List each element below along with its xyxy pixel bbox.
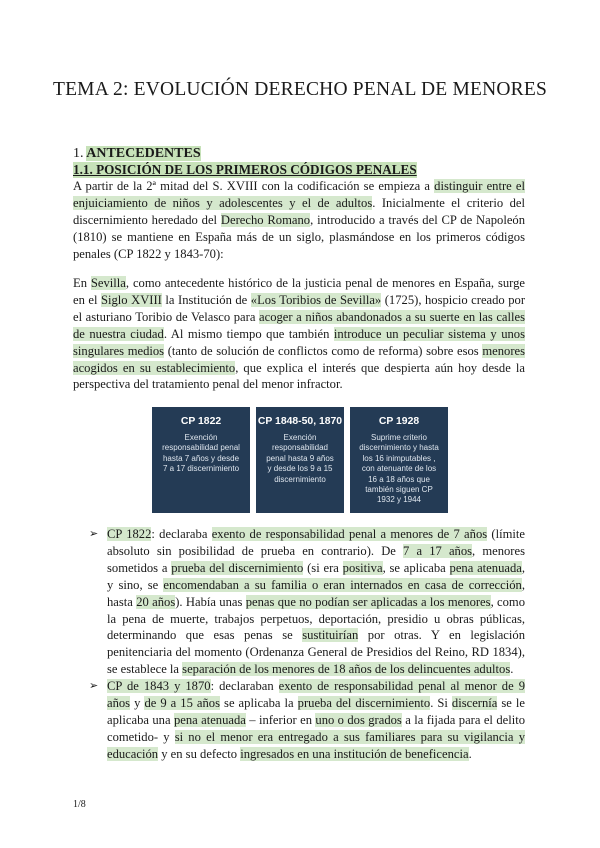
paragraph-toribios: En Sevilla, como antecedente histórico de la justicia penal de menores en España, surge en el Siglo XVIII la Institución de «Los Toribios de Sevilla» (1725), hospicio creado por el asturiano Toribio de Velasco para acoger a niños abandonados a su suerte en las calles de nuestra ciudad. Al mismo tiempo que también introduce un peculiar sistema y unos singulares medios (tanto de solución de conflictos como de reforma) sobre esos menores acogidos en su establecimiento, que explica el interés que despierta aún hoy desde la perspectiva del tratamiento penal del menor infractor. [73,276,526,392]
box-cp-1848-1870: CP 1848-50, 1870 Exención responsabilidad penal hasta 9 años y desde los 9 a 15 discernimiento [256,407,344,513]
list-item: ➢ CP de 1843 y 1870: declaraban exento de responsabilidad penal al menor de 9 años y de 9 a 15 años se aplicaba la prueba del discernimiento. Si discernía se le aplicaba una pena atenuada – inferior en uno o dos grados a la fijada para el delito cometido- y si no el menor era entregado a sus familiares para su vigilancia y educación y en su defecto ingresados en una institución de beneficencia. [89,679,526,761]
arrow-bullet-icon: ➢ [89,679,99,693]
box-cp-1928: CP 1928 Suprime criterio discernimiento y hasta los 16 inimputables , con atenuante de los 16 a 18 años que también siguen CP 1932 y 1944 [350,407,448,513]
bullet-list [73,526,525,763]
box-cp-1822: CP 1822 Exención responsabilidad penal hasta 7 años y desde 7 a 17 discernimiento [152,407,250,513]
section-number: 1. [73,146,84,161]
arrow-bullet-icon: ➢ [89,527,99,540]
section-heading-antecedentes [73,146,201,162]
page-title: TEMA 2: EVOLUCIÓN DERECHO PENAL DE MENORES [52,79,548,100]
list-item: ➢ CP 1822: declaraba exento de responsabilidad penal a menores de 7 años (límite absoluto sin posibilidad de prueba en contrario). De 7 a 17 años, menores sometidos a prueba del discernimiento (si era positiva, se aplicaba pena atenuada, y sino, se encomendaban a su familia o eran internados en casa de corrección, hasta 20 años). Había unas penas que no podían ser aplicadas a los menores, como la pena de muerte, trabajos perpetuos, deportación, presidio u obras públicas, determinando que esas penas se sustituirían por otras. Y en legislación penitenciaria del momento (Ordenanza General de Presidios del Reino, RD 1834), se establece la separación de los menores de 18 años de los delincuentes adultos. [89,527,526,677]
paragraph-codificacion: A partir de la 2ª mitad del S. XVIII con la codificación se empieza a distinguir entre el enjuiciamiento de niños y adolescentes y el de adultos. Inicialmente el criterio del discernimiento heredado del Derecho Romano, introducido a través del CP de Napoleón (1810) se mantiene en España más de un siglo, plasmándose en los primeros códigos penales (CP 1822 y 1843-70): [73,179,525,261]
section-label: ANTECEDENTES [86,146,201,161]
subsection-heading: 1.1. POSICIÓN DE LOS PRIMEROS CÓDIGOS PENALES [73,162,417,177]
page-number: 1/8 [73,799,86,810]
